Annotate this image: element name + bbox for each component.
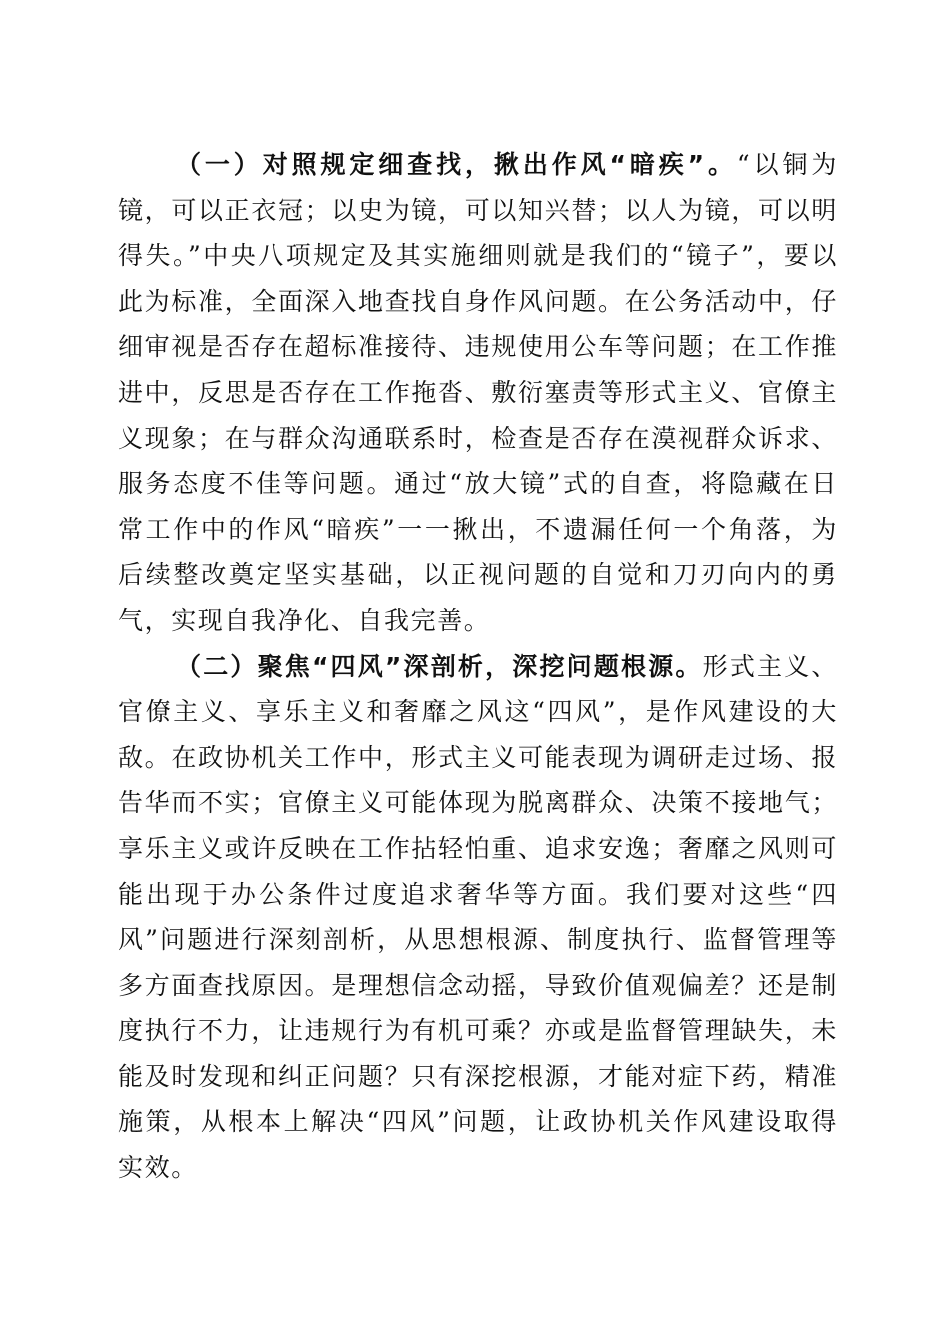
paragraph-2-body: 形式主义、官僚主义、享乐主义和奢靡之风这“四风”，是作风建设的大敌。在政协机关工作中，形式主义可能表现为调研走过场、报告华而不实；官僚主义可能体现为脱离群众、决策不接地气；享乐主义或许反映在工作拈轻怕重、追求安逸；奢靡之风则可能出现于办公条件过度追求奢华等方面。我们要对这些“四风”问题进行深刻剖析，从思想根源、制度执行、监督管理等多方面查找原因。是理想信念动摇，导致价值观偏差？还是制度执行不力，让违规行为有机可乘？亦或是监督管理缺失，未能及时发现和纠正问题？只有深挖根源，才能对症下药，精准施策，从根本上解决“四风”问题，让政协机关作风建设取得实效。 — [118, 651, 838, 1183]
paragraph-2 — [118, 644, 838, 1191]
paragraph-1 — [118, 142, 838, 644]
paragraph-1-heading: （一）对照规定细查找，揪出作风“暗疾”。 — [176, 150, 737, 179]
paragraph-1-body: “以铜为镜，可以正衣冠；以史为镜，可以知兴替；以人为镜，可以明得失。”中央八项规定及其实施细则就是我们的“镜子”，要以此为标准，全面深入地查找自身作风问题。在公务活动中，仔细审视是否存在超标准接待、违规使用公车等问题；在工作推进中，反思是否存在工作拖沓、敷衍塞责等形式主义、官僚主义现象；在与群众沟通联系时，检查是否存在漠视群众诉求、服务态度不佳等问题。通过“放大镜”式的自查，将隐藏在日常工作中的作风“暗疾”一一揪出，不遗漏任何一个角落，为后续整改奠定坚实基础，以正视问题的自觉和刀刃向内的勇气，实现自我净化、自我完善。 — [118, 150, 838, 635]
paragraph-2-heading: （二）聚焦“四风”深剖析，深挖问题根源。 — [176, 651, 703, 681]
document-page — [118, 142, 838, 1191]
